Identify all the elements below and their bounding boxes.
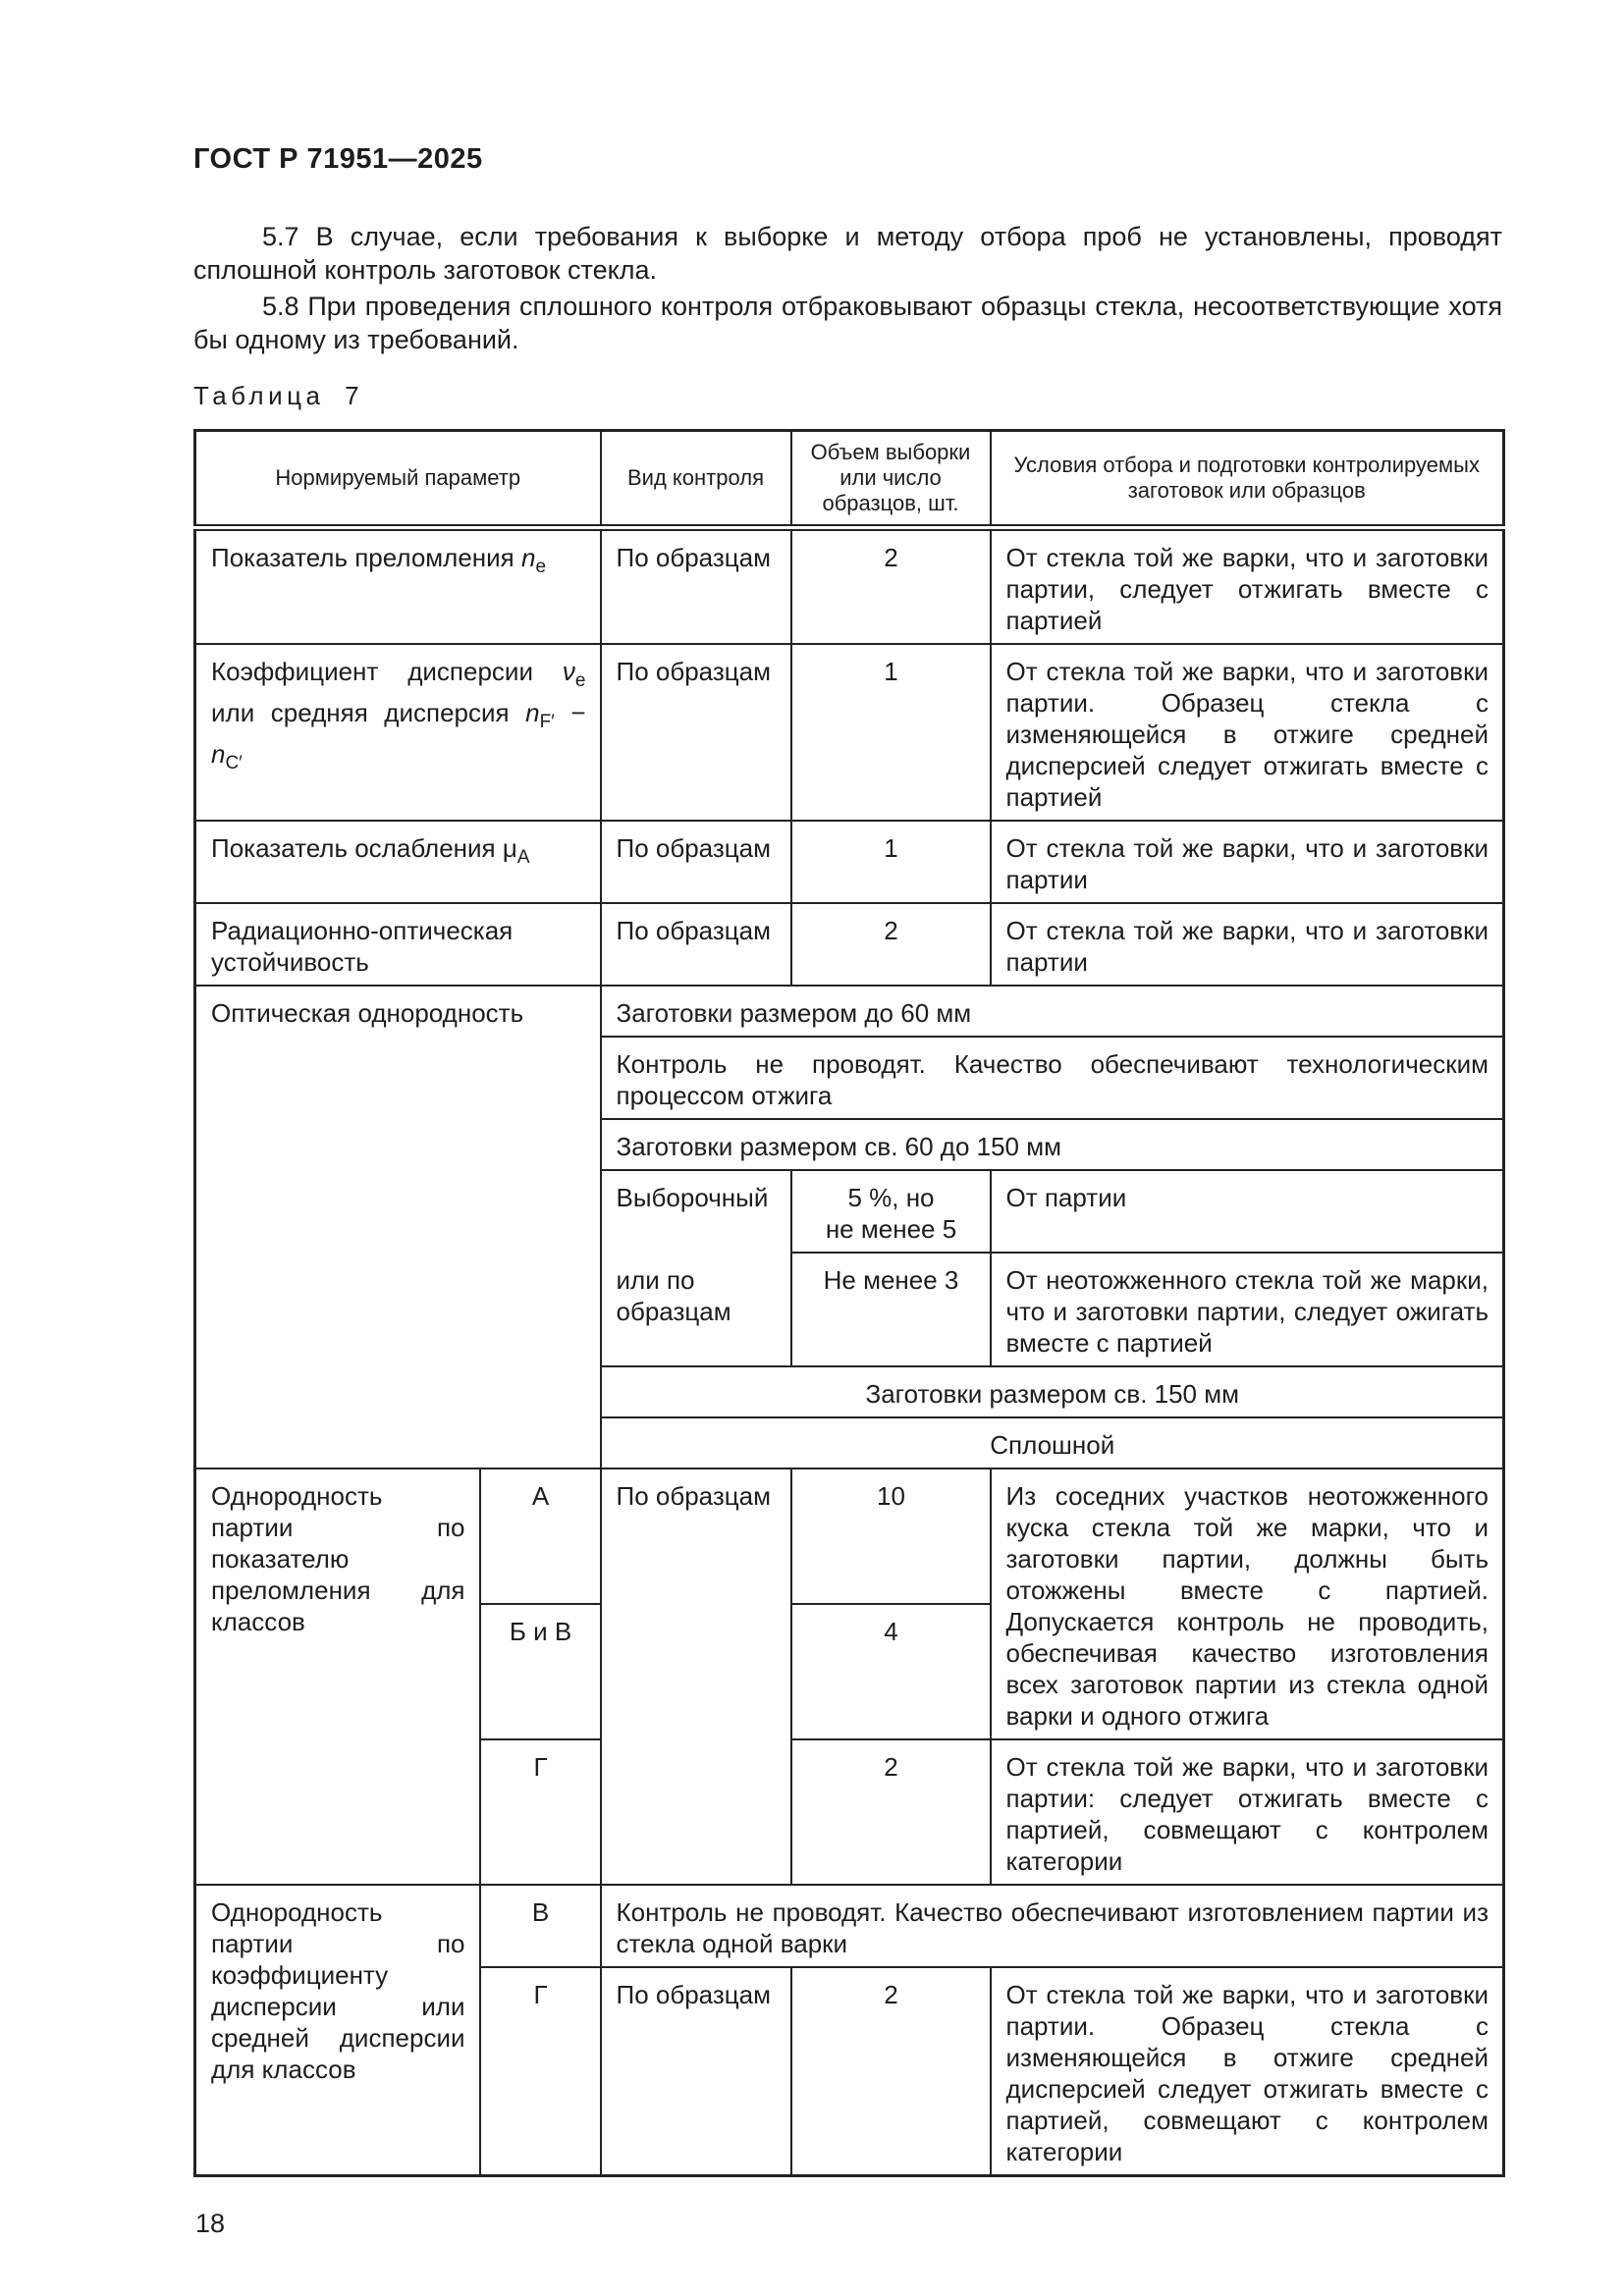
batch-refraction-qty-a-cell: 10 — [791, 1468, 991, 1604]
batch-dispersion-param-cell: Однородность партии по коэффициенту дисперсии или средней дисперсии для классов — [195, 1885, 480, 2176]
minus-sign: − — [570, 698, 586, 727]
table-row-batch-refraction-a — [195, 1468, 1504, 1604]
table-wrap — [193, 429, 1508, 2239]
control-table — [193, 429, 1505, 2177]
batch-dispersion-control-cell: По образцам — [601, 1967, 791, 2176]
subscript-c-prime: C′ — [225, 753, 243, 774]
optical-size3-title-cell: Заготовки размером св. 150 мм — [601, 1366, 1504, 1417]
batch-dispersion-cond-cell: От стекла той же варки, что и заготовки партии. Образец стекла с изменяющейся в отжиге средней дисперсией следует отжигать вместе с партией, совмещают с контролем категории — [991, 1967, 1504, 2176]
batch-refraction-class-a-cell: А — [480, 1468, 601, 1604]
page-number: 18 — [195, 2209, 226, 2238]
variable-n-c: n — [211, 739, 226, 769]
optical-size1-title-cell: Заготовки размером до 60 мм — [601, 986, 1504, 1037]
batch-refraction-cond-abv-cell: Из соседних участков неотожженного куска стекла той же марки, что и заготовки партии, должны быть отожжены вместе с партией. Допускается контроль не проводить, обеспечивая качество изготовления всех заготовок партии из стекла одной варки и одного отжига — [991, 1468, 1504, 1739]
batch-refraction-cond-g-cell: От стекла той же варки, что и заготовки партии: следует отжигать вместе с партией, совмещают с контролем категории — [991, 1739, 1504, 1885]
batch-dispersion-note-v-cell: Контроль не проводят. Качество обеспечивают изготовлением партии из стекла одной варки — [601, 1885, 1504, 1967]
dispersion-label-1: Коэффициент дисперсии — [211, 657, 533, 686]
header-cell-sample-size: Объем выборки или число образцов, шт. — [791, 431, 991, 528]
subscript-f-prime: F′ — [539, 712, 555, 732]
variable-mu: μ — [502, 833, 517, 863]
header-cell-param: Нормируемый параметр — [195, 431, 601, 528]
batch-refraction-control-cell: По образцам — [601, 1468, 791, 1885]
dispersion-label-2: или средняя дисперсия — [211, 698, 510, 727]
radiation-qty-cell: 2 — [791, 903, 991, 986]
header-cell-control-type: Вид контроля — [601, 431, 791, 528]
batch-dispersion-class-g-cell: Г — [480, 1967, 601, 2176]
doc-number: ГОСТ Р 71951—2025 — [193, 143, 483, 175]
radiation-param-cell: Радиационно-оптическая устойчивость — [195, 903, 601, 986]
variable-n-f: n — [525, 698, 540, 727]
batch-refraction-class-g-cell: Г — [480, 1739, 601, 1885]
spacer — [617, 1213, 777, 1264]
refraction-qty-cell: 2 — [791, 528, 991, 645]
header-cell-conditions: Условия отбора и подготовки контролируемых заготовок или образцов — [991, 431, 1504, 528]
optical-param-cell: Оптическая однородность — [195, 986, 601, 1468]
table-row-attenuation — [195, 821, 1504, 903]
qty-line-1: 5 %, но — [847, 1183, 935, 1212]
table-row-refraction — [195, 528, 1504, 645]
refraction-control-cell: По образцам — [601, 528, 791, 645]
table-caption: Таблица 7 — [193, 381, 364, 410]
table-row-batch-dispersion-v — [195, 1885, 1504, 1967]
subscript-e: e — [574, 670, 586, 691]
attenuation-param-cell — [195, 821, 601, 903]
subscript-e: e — [535, 557, 547, 577]
optical-size2-control-cell — [601, 1170, 791, 1366]
dispersion-cond-cell: От стекла той же варки, что и заготовки партии. Образец стекла с изменяющейся в отжиге средней дисперсией следует отжигать вместе с партией — [991, 644, 1504, 821]
optical-size1-note-cell: Контроль не проводят. Качество обеспечивают технологическим процессом отжига — [601, 1037, 1504, 1119]
optical-size2-qty1-cell — [791, 1170, 991, 1253]
table-row-optical-size1-title — [195, 986, 1504, 1037]
variable-n: n — [520, 543, 536, 572]
dispersion-param-cell — [195, 644, 601, 821]
batch-dispersion-qty-cell: 2 — [791, 1967, 991, 2176]
table-row-dispersion — [195, 644, 1504, 821]
table-header-row — [195, 431, 1504, 528]
dispersion-control-cell: По образцам — [601, 644, 791, 821]
radiation-cond-cell: От стекла той же варки, что и заготовки партии — [991, 903, 1504, 986]
clause-5-7: 5.7 В случае, если требования к выборке и методу отбора проб не установлены, проводят сплошной контроль заготовок стекла. — [193, 222, 1502, 285]
variable-nu: ν — [562, 657, 575, 686]
dispersion-qty-cell: 1 — [791, 644, 991, 821]
clause-5-8: 5.8 При проведения сплошного контроля отбраковывают образцы стекла, несоответствующие хотя бы одному из требований. — [193, 292, 1502, 354]
batch-refraction-class-bv-cell: Б и В — [480, 1604, 601, 1739]
batch-refraction-qty-bv-cell: 4 — [791, 1604, 991, 1739]
refraction-param-cell — [195, 528, 601, 645]
qty-line-2: не менее 5 — [825, 1214, 957, 1244]
radiation-control-cell: По образцам — [601, 903, 791, 986]
optical-size3-note-cell: Сплошной — [601, 1417, 1504, 1468]
refraction-label: Показатель преломления — [211, 543, 514, 572]
batch-refraction-qty-g-cell: 2 — [791, 1739, 991, 1885]
attenuation-label: Показатель ослабления — [211, 833, 496, 863]
refraction-cond-cell: От стекла той же варки, что и заготовки партии, следует отжигать вместе с партией — [991, 528, 1504, 645]
optical-size2-control-selective: Выборочный — [616, 1183, 769, 1212]
optical-size2-title-cell: Заготовки размером св. 60 до 150 мм — [601, 1119, 1504, 1170]
optical-size2-control-by-samples: или по образцам — [616, 1265, 731, 1326]
attenuation-qty-cell: 1 — [791, 821, 991, 903]
table-row-radiation — [195, 903, 1504, 986]
optical-size2-qty2-cell: Не менее 3 — [791, 1253, 991, 1366]
attenuation-cond-cell: От стекла той же варки, что и заготовки партии — [991, 821, 1504, 903]
attenuation-control-cell: По образцам — [601, 821, 791, 903]
optical-size2-cond2-cell: От неотожженного стекла той же марки, что и заготовки партии, следует ожигать вместе с партией — [991, 1253, 1504, 1366]
subscript-a: А — [516, 847, 530, 868]
optical-size2-cond1-cell: От партии — [991, 1170, 1504, 1253]
clauses-block — [193, 220, 1502, 359]
batch-refraction-param-cell: Однородность партии по показателю преломления для классов — [195, 1468, 480, 1885]
batch-dispersion-class-v-cell: В — [480, 1885, 601, 1967]
